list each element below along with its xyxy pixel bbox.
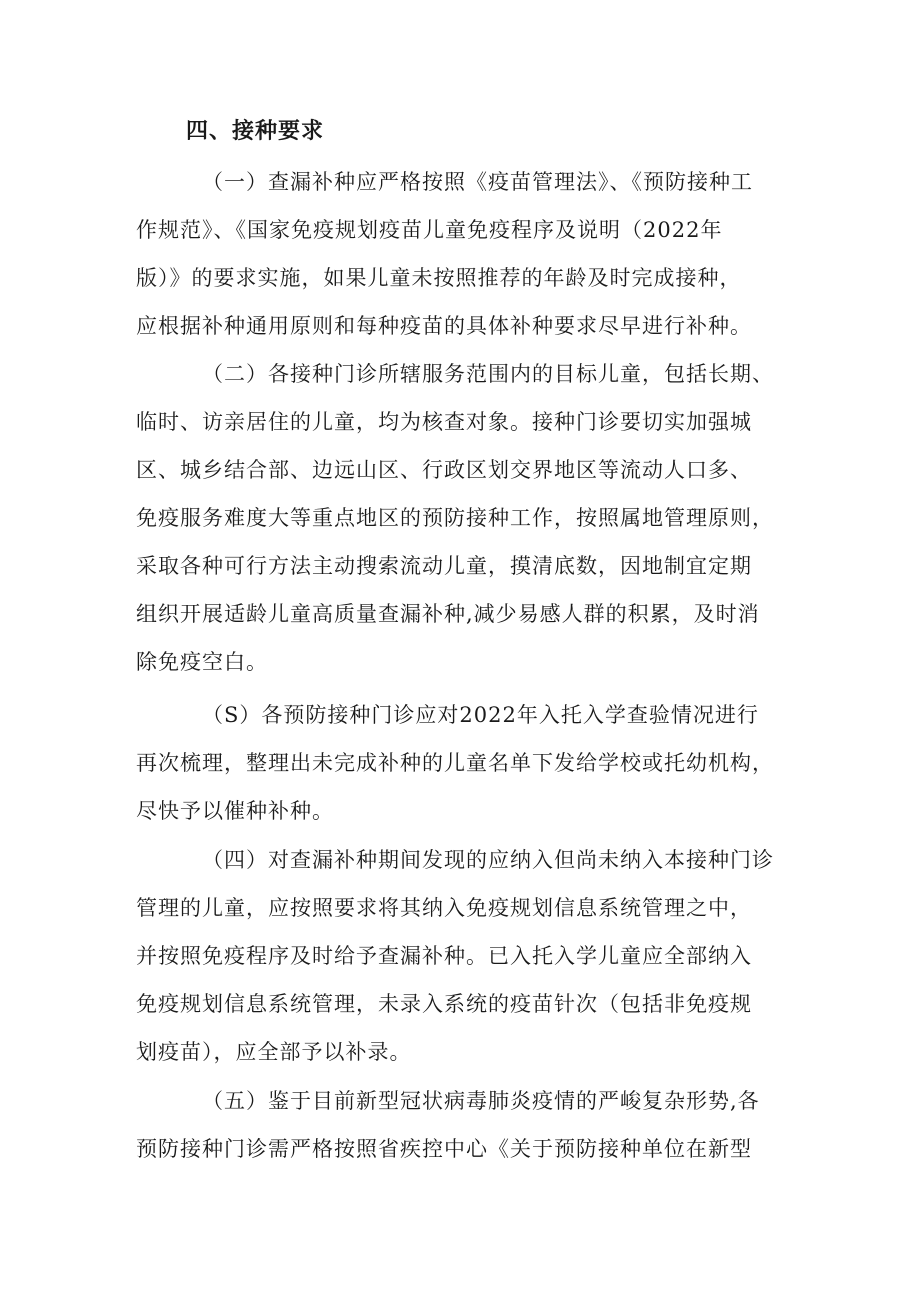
paragraph-2-line-2: 临时、访亲居住的儿童，均为核查对象。接种门诊要切实加强城 xyxy=(136,410,752,434)
paragraph-1-line-4: 应根据补种通用原则和每种疫苗的具体补种要求尽早进行补种。 xyxy=(136,314,752,338)
paragraph-1-line-3: 版）》的要求实施，如果儿童未按照推荐的年龄及时完成接种， xyxy=(136,266,742,290)
paragraph-4-line-3: 并按照免疫程序及时给予查漏补种。已入托入学儿童应全部纳入 xyxy=(136,944,752,968)
paragraph-5-line-2: 预防接种门诊需严格按照省疾控中心《关于预防接种单位在新型 xyxy=(136,1137,752,1161)
paragraph-2-line-4: 免疫服务难度大等重点地区的预防接种工作，按照属地管理原则， xyxy=(136,506,774,530)
paragraph-3-line-3: 尽快予以催种补种。 xyxy=(136,799,334,823)
paragraph-4-line-2: 管理的儿童，应按照要求将其纳入免疫规划信息系统管理之中， xyxy=(136,896,752,920)
paragraph-2-line-7: 除免疫空白。 xyxy=(136,650,268,674)
paragraph-3-line-2: 再次梳理，整理出未完成补种的儿童名单下发给学校或托幼机构， xyxy=(136,751,774,775)
paragraph-3-line-1: （S）各预防接种门诊应对2022年入托入学查验情况进行 xyxy=(202,703,759,727)
paragraph-1-line-1: （一）查漏补种应严格按照《疫苗管理法》、《预防接种工 xyxy=(202,170,753,194)
paragraph-4-line-1: （四）对查漏补种期间发现的应纳入但尚未纳入本接种门诊 xyxy=(202,848,774,872)
paragraph-1-line-2: 作规范》、《国家免疫规划疫苗儿童免疫程序及说明（2022年 xyxy=(136,218,723,242)
section-heading: 四、接种要求 xyxy=(186,119,325,144)
paragraph-2-line-1: （二）各接种门诊所辖服务范围内的目标儿童，包括长期、 xyxy=(202,362,774,386)
paragraph-2-line-3: 区、城乡结合部、边远山区、行政区划交界地区等流动人口多、 xyxy=(136,458,752,482)
paragraph-5-line-1: （五）鉴于目前新型冠状病毒肺炎疫情的严峻复杂形势,各 xyxy=(202,1089,760,1113)
paragraph-2-line-5: 采取各种可行方法主动搜索流动儿童，摸清底数，因地制宜定期 xyxy=(136,554,752,578)
paragraph-4-line-4: 免疫规划信息系统管理，未录入系统的疫苗针次（包括非免疫规 xyxy=(136,992,752,1016)
paragraph-2-line-6: 组织开展适龄儿童高质量查漏补种,减少易感人群的积累，及时消 xyxy=(136,602,760,626)
paragraph-4-line-5: 划疫苗），应全部予以补录。 xyxy=(136,1040,412,1064)
